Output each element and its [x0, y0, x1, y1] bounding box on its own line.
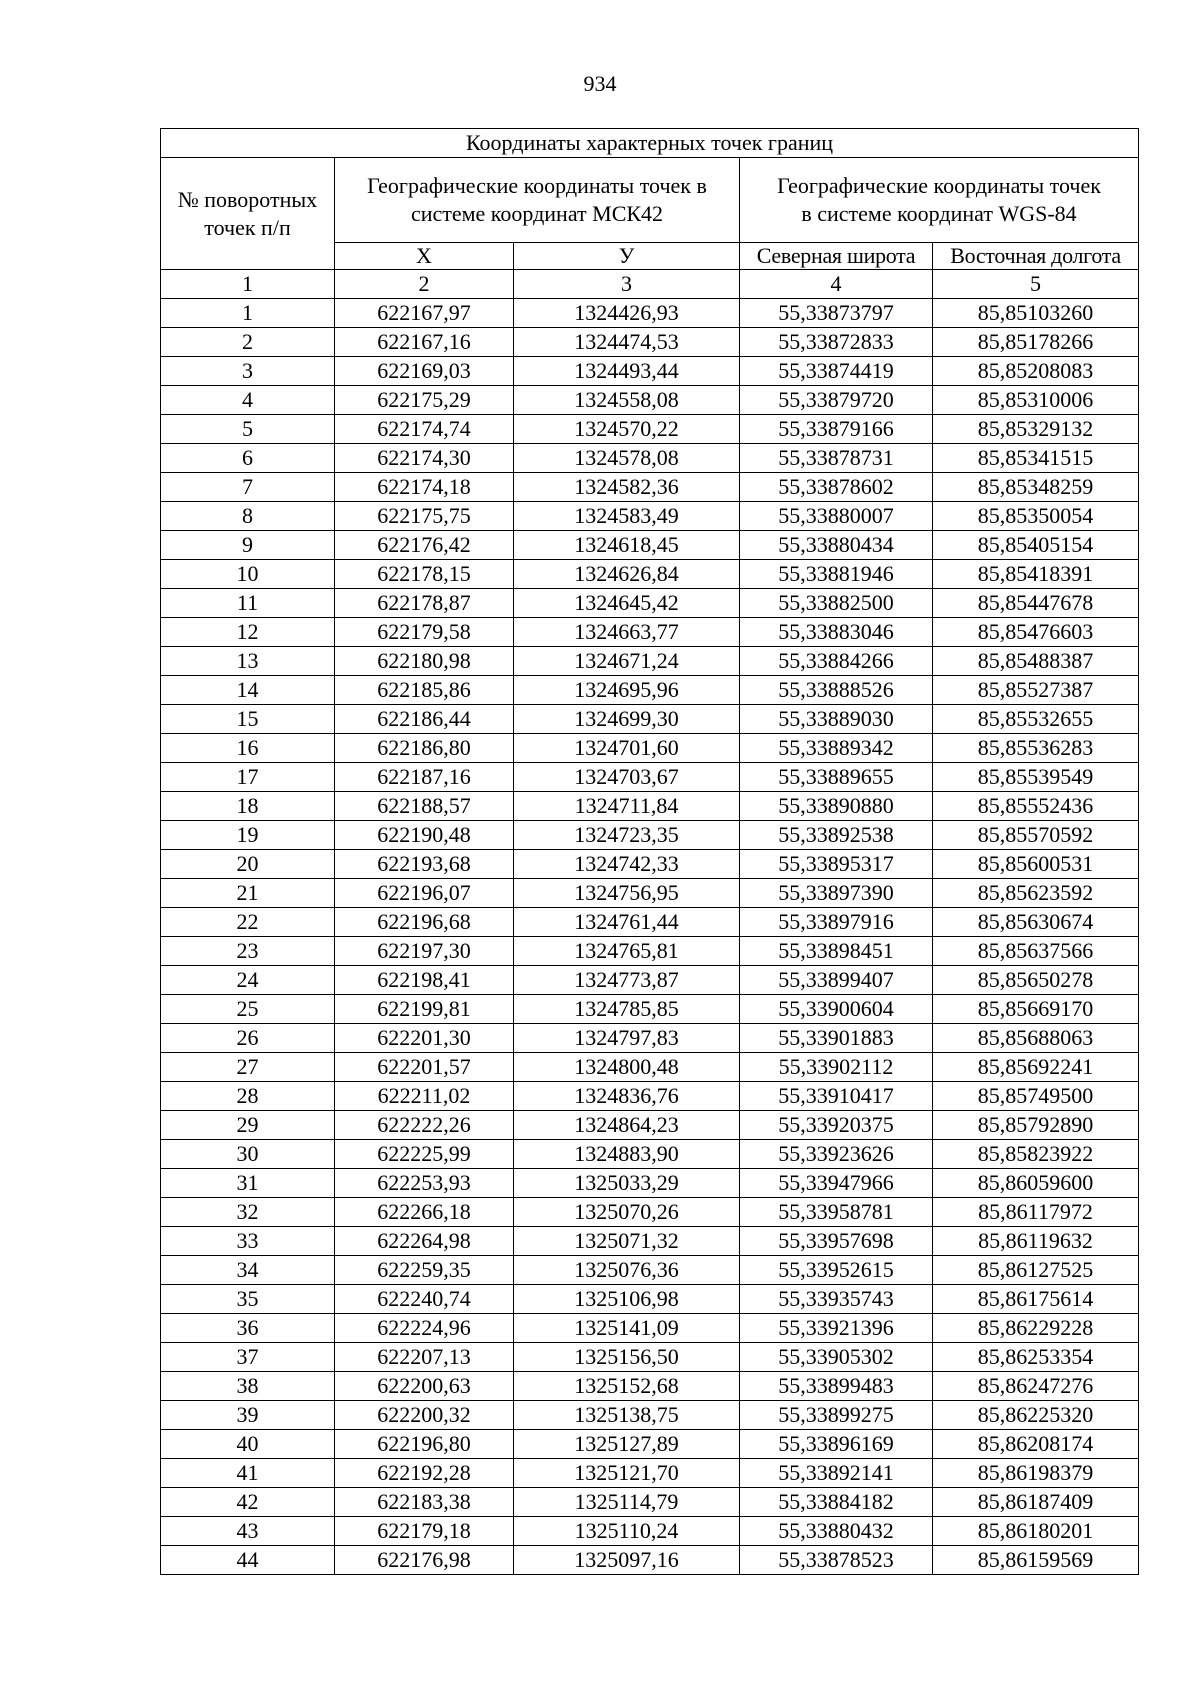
cell-point-number: 21: [161, 879, 335, 908]
cell-point-number: 36: [161, 1314, 335, 1343]
cell-longitude: 85,85552436: [933, 792, 1139, 821]
column-number: 5: [933, 270, 1139, 299]
cell-longitude: 85,85476603: [933, 618, 1139, 647]
table-row: [161, 386, 1139, 415]
cell-latitude: 55,33882500: [740, 589, 933, 618]
cell-y: 1324711,84: [514, 792, 740, 821]
table-header-row: [161, 158, 1139, 243]
cell-longitude: 85,85623592: [933, 879, 1139, 908]
table-row: [161, 1430, 1139, 1459]
cell-x: 622175,29: [335, 386, 514, 415]
cell-latitude: 55,33921396: [740, 1314, 933, 1343]
cell-x: 622174,18: [335, 473, 514, 502]
cell-latitude: 55,33923626: [740, 1140, 933, 1169]
cell-point-number: 4: [161, 386, 335, 415]
cell-point-number: 41: [161, 1459, 335, 1488]
cell-latitude: 55,33880432: [740, 1517, 933, 1546]
table-row: [161, 879, 1139, 908]
column-number: 4: [740, 270, 933, 299]
cell-point-number: 27: [161, 1053, 335, 1082]
table-title-row: [161, 129, 1139, 158]
cell-x: 622185,86: [335, 676, 514, 705]
cell-x: 622199,81: [335, 995, 514, 1024]
cell-y: 1324582,36: [514, 473, 740, 502]
cell-y: 1325033,29: [514, 1169, 740, 1198]
cell-x: 622201,57: [335, 1053, 514, 1082]
cell-longitude: 85,85600531: [933, 850, 1139, 879]
cell-longitude: 85,85823922: [933, 1140, 1139, 1169]
cell-x: 622222,26: [335, 1111, 514, 1140]
cell-latitude: 55,33935743: [740, 1285, 933, 1314]
cell-point-number: 3: [161, 357, 335, 386]
cell-point-number: 25: [161, 995, 335, 1024]
cell-y: 1324723,35: [514, 821, 740, 850]
cell-latitude: 55,33879166: [740, 415, 933, 444]
cell-latitude: 55,33884182: [740, 1488, 933, 1517]
cell-point-number: 29: [161, 1111, 335, 1140]
cell-latitude: 55,33889030: [740, 705, 933, 734]
cell-point-number: 30: [161, 1140, 335, 1169]
cell-point-number: 42: [161, 1488, 335, 1517]
cell-point-number: 7: [161, 473, 335, 502]
cell-x: 622187,16: [335, 763, 514, 792]
column-header-x: Х: [335, 243, 514, 270]
table-row: [161, 618, 1139, 647]
table-title: Координаты характерных точек границ: [161, 129, 1139, 158]
cell-y: 1324645,42: [514, 589, 740, 618]
cell-y: 1325138,75: [514, 1401, 740, 1430]
cell-point-number: 26: [161, 1024, 335, 1053]
table-row: [161, 1227, 1139, 1256]
cell-longitude: 85,86175614: [933, 1285, 1139, 1314]
cell-y: 1324583,49: [514, 502, 740, 531]
cell-y: 1325141,09: [514, 1314, 740, 1343]
cell-latitude: 55,33899407: [740, 966, 933, 995]
cell-x: 622180,98: [335, 647, 514, 676]
cell-longitude: 85,86229228: [933, 1314, 1139, 1343]
cell-latitude: 55,33957698: [740, 1227, 933, 1256]
cell-longitude: 85,85208083: [933, 357, 1139, 386]
cell-latitude: 55,33958781: [740, 1198, 933, 1227]
cell-point-number: 9: [161, 531, 335, 560]
table-row: [161, 966, 1139, 995]
column-header-y: У: [514, 243, 740, 270]
cell-point-number: 5: [161, 415, 335, 444]
cell-latitude: 55,33880007: [740, 502, 933, 531]
cell-longitude: 85,85749500: [933, 1082, 1139, 1111]
cell-latitude: 55,33892141: [740, 1459, 933, 1488]
cell-longitude: 85,85405154: [933, 531, 1139, 560]
table-row: [161, 1401, 1139, 1430]
cell-y: 1324756,95: [514, 879, 740, 908]
cell-x: 622198,41: [335, 966, 514, 995]
cell-latitude: 55,33900604: [740, 995, 933, 1024]
table-row: [161, 1140, 1139, 1169]
cell-y: 1324493,44: [514, 357, 740, 386]
column-group-msk42: Географические координаты точек в системе координат МСК42: [335, 158, 740, 243]
table-row: [161, 502, 1139, 531]
cell-latitude: 55,33920375: [740, 1111, 933, 1140]
cell-latitude: 55,33872833: [740, 328, 933, 357]
cell-point-number: 12: [161, 618, 335, 647]
cell-y: 1324699,30: [514, 705, 740, 734]
cell-point-number: 18: [161, 792, 335, 821]
table-row: [161, 1169, 1139, 1198]
cell-point-number: 20: [161, 850, 335, 879]
table-row: [161, 647, 1139, 676]
cell-latitude: 55,33881946: [740, 560, 933, 589]
cell-longitude: 85,86119632: [933, 1227, 1139, 1256]
cell-longitude: 85,85630674: [933, 908, 1139, 937]
cell-x: 622196,68: [335, 908, 514, 937]
table-row: [161, 473, 1139, 502]
cell-longitude: 85,86159569: [933, 1546, 1139, 1575]
cell-point-number: 16: [161, 734, 335, 763]
cell-x: 622259,35: [335, 1256, 514, 1285]
table-row: [161, 734, 1139, 763]
cell-x: 622179,58: [335, 618, 514, 647]
table-row: [161, 792, 1139, 821]
cell-longitude: 85,85637566: [933, 937, 1139, 966]
cell-x: 622175,75: [335, 502, 514, 531]
coordinates-table-body: [161, 129, 1139, 1575]
table-row: [161, 1314, 1139, 1343]
cell-point-number: 1: [161, 299, 335, 328]
cell-y: 1324797,83: [514, 1024, 740, 1053]
cell-y: 1324671,24: [514, 647, 740, 676]
cell-point-number: 23: [161, 937, 335, 966]
cell-x: 622264,98: [335, 1227, 514, 1256]
table-row: [161, 444, 1139, 473]
cell-y: 1324663,77: [514, 618, 740, 647]
cell-x: 622192,28: [335, 1459, 514, 1488]
cell-y: 1324474,53: [514, 328, 740, 357]
cell-latitude: 55,33889655: [740, 763, 933, 792]
cell-x: 622174,74: [335, 415, 514, 444]
cell-x: 622266,18: [335, 1198, 514, 1227]
coordinates-table: [160, 128, 1139, 1575]
table-row: [161, 328, 1139, 357]
cell-point-number: 10: [161, 560, 335, 589]
cell-latitude: 55,33888526: [740, 676, 933, 705]
table-row: [161, 1285, 1139, 1314]
cell-x: 622211,02: [335, 1082, 514, 1111]
cell-longitude: 85,85418391: [933, 560, 1139, 589]
cell-point-number: 13: [161, 647, 335, 676]
cell-y: 1324836,76: [514, 1082, 740, 1111]
cell-x: 622188,57: [335, 792, 514, 821]
cell-longitude: 85,85341515: [933, 444, 1139, 473]
cell-y: 1325127,89: [514, 1430, 740, 1459]
cell-x: 622167,16: [335, 328, 514, 357]
cell-latitude: 55,33880434: [740, 531, 933, 560]
cell-y: 1324426,93: [514, 299, 740, 328]
cell-y: 1325114,79: [514, 1488, 740, 1517]
cell-latitude: 55,33899275: [740, 1401, 933, 1430]
cell-x: 622183,38: [335, 1488, 514, 1517]
cell-y: 1324701,60: [514, 734, 740, 763]
table-row: [161, 705, 1139, 734]
cell-y: 1325106,98: [514, 1285, 740, 1314]
cell-x: 622186,44: [335, 705, 514, 734]
cell-point-number: 8: [161, 502, 335, 531]
cell-y: 1324773,87: [514, 966, 740, 995]
cell-x: 622201,30: [335, 1024, 514, 1053]
table-row: [161, 1111, 1139, 1140]
column-header-latitude: Северная широта: [740, 243, 933, 270]
cell-latitude: 55,33878523: [740, 1546, 933, 1575]
cell-point-number: 34: [161, 1256, 335, 1285]
cell-y: 1325070,26: [514, 1198, 740, 1227]
cell-latitude: 55,33892538: [740, 821, 933, 850]
cell-y: 1324785,85: [514, 995, 740, 1024]
cell-latitude: 55,33890880: [740, 792, 933, 821]
column-header-point-number: № поворотных точек п/п: [161, 158, 335, 270]
cell-longitude: 85,86253354: [933, 1343, 1139, 1372]
cell-latitude: 55,33898451: [740, 937, 933, 966]
cell-longitude: 85,85103260: [933, 299, 1139, 328]
cell-longitude: 85,85178266: [933, 328, 1139, 357]
cell-point-number: 14: [161, 676, 335, 705]
cell-y: 1325156,50: [514, 1343, 740, 1372]
cell-x: 622253,93: [335, 1169, 514, 1198]
cell-longitude: 85,86208174: [933, 1430, 1139, 1459]
table-row: [161, 1256, 1139, 1285]
table-row: [161, 1082, 1139, 1111]
cell-longitude: 85,85570592: [933, 821, 1139, 850]
cell-longitude: 85,86127525: [933, 1256, 1139, 1285]
cell-y: 1325097,16: [514, 1546, 740, 1575]
cell-x: 622169,03: [335, 357, 514, 386]
table-row: [161, 415, 1139, 444]
cell-x: 622178,87: [335, 589, 514, 618]
cell-point-number: 19: [161, 821, 335, 850]
cell-y: 1324765,81: [514, 937, 740, 966]
cell-y: 1324703,67: [514, 763, 740, 792]
cell-latitude: 55,33897390: [740, 879, 933, 908]
cell-point-number: 24: [161, 966, 335, 995]
cell-longitude: 85,85329132: [933, 415, 1139, 444]
cell-point-number: 38: [161, 1372, 335, 1401]
cell-y: 1324570,22: [514, 415, 740, 444]
table-row: [161, 908, 1139, 937]
cell-y: 1324626,84: [514, 560, 740, 589]
cell-x: 622186,80: [335, 734, 514, 763]
cell-point-number: 33: [161, 1227, 335, 1256]
table-row: [161, 560, 1139, 589]
cell-x: 622178,15: [335, 560, 514, 589]
cell-latitude: 55,33901883: [740, 1024, 933, 1053]
cell-longitude: 85,85792890: [933, 1111, 1139, 1140]
cell-longitude: 85,85532655: [933, 705, 1139, 734]
cell-latitude: 55,33878602: [740, 473, 933, 502]
cell-latitude: 55,33896169: [740, 1430, 933, 1459]
cell-y: 1324558,08: [514, 386, 740, 415]
cell-x: 622240,74: [335, 1285, 514, 1314]
cell-y: 1324618,45: [514, 531, 740, 560]
cell-latitude: 55,33899483: [740, 1372, 933, 1401]
cell-point-number: 2: [161, 328, 335, 357]
cell-longitude: 85,85536283: [933, 734, 1139, 763]
cell-x: 622176,42: [335, 531, 514, 560]
cell-x: 622190,48: [335, 821, 514, 850]
cell-latitude: 55,33902112: [740, 1053, 933, 1082]
cell-latitude: 55,33910417: [740, 1082, 933, 1111]
cell-point-number: 17: [161, 763, 335, 792]
cell-x: 622200,32: [335, 1401, 514, 1430]
table-row: [161, 821, 1139, 850]
table-row: [161, 1024, 1139, 1053]
cell-y: 1325071,32: [514, 1227, 740, 1256]
cell-latitude: 55,33897916: [740, 908, 933, 937]
table-row: [161, 1343, 1139, 1372]
cell-point-number: 6: [161, 444, 335, 473]
cell-longitude: 85,85348259: [933, 473, 1139, 502]
cell-longitude: 85,85669170: [933, 995, 1139, 1024]
cell-longitude: 85,85539549: [933, 763, 1139, 792]
cell-longitude: 85,86059600: [933, 1169, 1139, 1198]
cell-y: 1324883,90: [514, 1140, 740, 1169]
table-row: [161, 357, 1139, 386]
cell-y: 1324695,96: [514, 676, 740, 705]
cell-x: 622197,30: [335, 937, 514, 966]
cell-y: 1325076,36: [514, 1256, 740, 1285]
cell-longitude: 85,85447678: [933, 589, 1139, 618]
cell-latitude: 55,33952615: [740, 1256, 933, 1285]
cell-y: 1325152,68: [514, 1372, 740, 1401]
cell-point-number: 11: [161, 589, 335, 618]
table-row: [161, 1546, 1139, 1575]
cell-x: 622200,63: [335, 1372, 514, 1401]
cell-latitude: 55,33889342: [740, 734, 933, 763]
cell-longitude: 85,86225320: [933, 1401, 1139, 1430]
table-row: [161, 1459, 1139, 1488]
cell-y: 1324761,44: [514, 908, 740, 937]
table-row: [161, 531, 1139, 560]
cell-latitude: 55,33873797: [740, 299, 933, 328]
cell-longitude: 85,85527387: [933, 676, 1139, 705]
cell-point-number: 32: [161, 1198, 335, 1227]
cell-x: 622174,30: [335, 444, 514, 473]
cell-y: 1324578,08: [514, 444, 740, 473]
cell-x: 622225,99: [335, 1140, 514, 1169]
cell-y: 1324800,48: [514, 1053, 740, 1082]
cell-point-number: 28: [161, 1082, 335, 1111]
cell-point-number: 43: [161, 1517, 335, 1546]
cell-longitude: 85,85488387: [933, 647, 1139, 676]
cell-point-number: 37: [161, 1343, 335, 1372]
column-header-longitude: Восточная долгота: [933, 243, 1139, 270]
table-row: [161, 589, 1139, 618]
column-number: 3: [514, 270, 740, 299]
table-row: [161, 1053, 1139, 1082]
cell-y: 1324864,23: [514, 1111, 740, 1140]
cell-point-number: 39: [161, 1401, 335, 1430]
column-number-row: [161, 270, 1139, 299]
cell-latitude: 55,33895317: [740, 850, 933, 879]
cell-x: 622176,98: [335, 1546, 514, 1575]
cell-point-number: 22: [161, 908, 335, 937]
cell-longitude: 85,85692241: [933, 1053, 1139, 1082]
cell-y: 1325121,70: [514, 1459, 740, 1488]
cell-point-number: 44: [161, 1546, 335, 1575]
table-row: [161, 763, 1139, 792]
cell-longitude: 85,86247276: [933, 1372, 1139, 1401]
cell-latitude: 55,33878731: [740, 444, 933, 473]
table-row: [161, 1517, 1139, 1546]
cell-longitude: 85,86198379: [933, 1459, 1139, 1488]
cell-longitude: 85,85350054: [933, 502, 1139, 531]
cell-x: 622167,97: [335, 299, 514, 328]
table-row: [161, 937, 1139, 966]
cell-latitude: 55,33947966: [740, 1169, 933, 1198]
cell-longitude: 85,86117972: [933, 1198, 1139, 1227]
column-number: 2: [335, 270, 514, 299]
table-row: [161, 995, 1139, 1024]
cell-latitude: 55,33883046: [740, 618, 933, 647]
column-number: 1: [161, 270, 335, 299]
cell-longitude: 85,85688063: [933, 1024, 1139, 1053]
table-row: [161, 1488, 1139, 1517]
cell-latitude: 55,33879720: [740, 386, 933, 415]
table-row: [161, 1198, 1139, 1227]
cell-x: 622179,18: [335, 1517, 514, 1546]
table-row: [161, 850, 1139, 879]
cell-longitude: 85,85650278: [933, 966, 1139, 995]
cell-longitude: 85,85310006: [933, 386, 1139, 415]
cell-x: 622207,13: [335, 1343, 514, 1372]
cell-longitude: 85,86180201: [933, 1517, 1139, 1546]
cell-y: 1324742,33: [514, 850, 740, 879]
cell-latitude: 55,33905302: [740, 1343, 933, 1372]
cell-latitude: 55,33884266: [740, 647, 933, 676]
cell-point-number: 40: [161, 1430, 335, 1459]
table-row: [161, 676, 1139, 705]
cell-x: 622224,96: [335, 1314, 514, 1343]
cell-x: 622196,07: [335, 879, 514, 908]
table-row: [161, 299, 1139, 328]
cell-x: 622193,68: [335, 850, 514, 879]
cell-point-number: 15: [161, 705, 335, 734]
table-row: [161, 1372, 1139, 1401]
column-group-wgs84: Географические координаты точек в системе координат WGS-84: [740, 158, 1139, 243]
page-number: 934: [583, 71, 617, 96]
cell-y: 1325110,24: [514, 1517, 740, 1546]
cell-point-number: 35: [161, 1285, 335, 1314]
cell-latitude: 55,33874419: [740, 357, 933, 386]
cell-x: 622196,80: [335, 1430, 514, 1459]
cell-point-number: 31: [161, 1169, 335, 1198]
cell-longitude: 85,86187409: [933, 1488, 1139, 1517]
